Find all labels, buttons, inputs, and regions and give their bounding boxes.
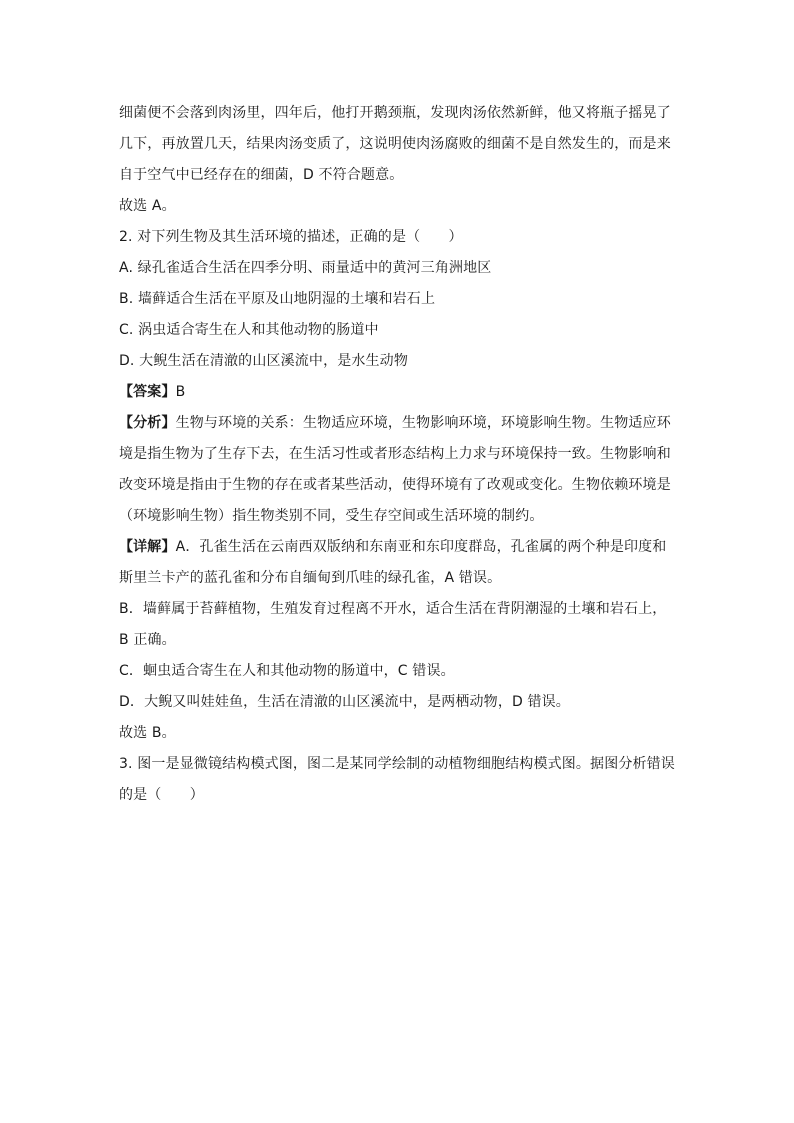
text-line [119,470,679,501]
text-line-body: D．大鲵又叫娃娃鱼，生活在清澈的山区溪流中，是两栖动物，D 错误。 [119,694,570,710]
answer-choice-line [119,191,679,222]
text-line-body: 改变环境是指由于生物的存在或者某些活动，使得环境有了改观或变化。生物依赖环境是 [119,477,671,493]
question-stem [119,749,679,780]
text-line-body: B 正确。 [119,632,176,648]
text-line-body: 细菌便不会落到肉汤里，四年后，他打开鹅颈瓶，发现肉汤依然新鲜，他又将瓶子摇晃了 [119,105,671,121]
text-line-body: 3. 图一是显微镜结构模式图，图二是某同学绘制的动植物细胞结构模式图。据图分析错误 [119,756,675,772]
text-line-body: B. 墙藓适合生活在平原及山地阴湿的土壤和岩石上 [119,291,436,307]
text-line [119,160,679,191]
text-line-body: 故选 B。 [119,725,176,741]
text-line-body: D. 大鲵生活在清澈的山区溪流中，是水生动物 [119,353,408,369]
text-line [119,439,679,470]
text-line-body: 斯里兰卡产的蓝孔雀和分布自缅甸到爪哇的绿孔雀，A 错误。 [119,570,502,586]
text-line-body: 生物与环境的关系：生物适应环境，生物影响环境，环境影响生物。生物适应环 [175,415,671,431]
text-line-body: 自于空气中已经存在的细菌，D 不符合题意。 [119,167,404,183]
option-d [119,346,679,377]
text-line [119,687,679,718]
text-line-body: A．孔雀生活在云南西双版纳和东南亚和东印度群岛，孔雀属的两个种是印度和 [175,539,667,555]
answer-label: 【答案】 [119,384,176,400]
analysis-label: 【分析】 [119,415,176,431]
text-line [119,656,679,687]
text-line-body: 几下，再放置几天，结果肉汤变质了，这说明使肉汤腐败的细菌不是自然发生的，而是来 [119,136,671,152]
answer-choice-line [119,718,679,749]
text-line-body: 故选 A。 [119,198,176,214]
text-line [119,501,679,532]
text-line-body: （环境影响生物）指生物类别不同，受生存空间或生活环境的制约。 [119,508,544,524]
text-line-body: B [175,384,186,400]
text-line-body: 的是（ ） [119,787,204,803]
text-line-body: C．蛔虫适合寄生在人和其他动物的肠道中，C 错误。 [119,663,455,679]
document-body [119,98,679,811]
explanation-line [119,532,679,563]
text-line-body: 2. 对下列生物及其生活环境的描述，正确的是（ ） [119,229,463,245]
explanation-label: 【详解】 [119,539,176,555]
analysis-line [119,408,679,439]
question-stem [119,222,679,253]
text-line [119,625,679,656]
text-line-body: C. 涡虫适合寄生在人和其他动物的肠道中 [119,322,379,338]
text-line-body: A. 绿孔雀适合生活在四季分明、雨量适中的黄河三角洲地区 [119,260,492,276]
text-line [119,594,679,625]
text-line [119,129,679,160]
option-b [119,284,679,315]
text-line-body: B．墙藓属于苔藓植物，生殖发育过程离不开水，适合生活在背阴潮湿的土壤和岩石上， [119,601,667,617]
text-line [119,780,679,811]
text-line [119,98,679,129]
option-a [119,253,679,284]
text-line [119,563,679,594]
option-c [119,315,679,346]
answer-line [119,377,679,408]
text-line-body: 境是指生物为了生存下去，在生活习性或者形态结构上力求与环境保持一致。生物影响和 [119,446,671,462]
